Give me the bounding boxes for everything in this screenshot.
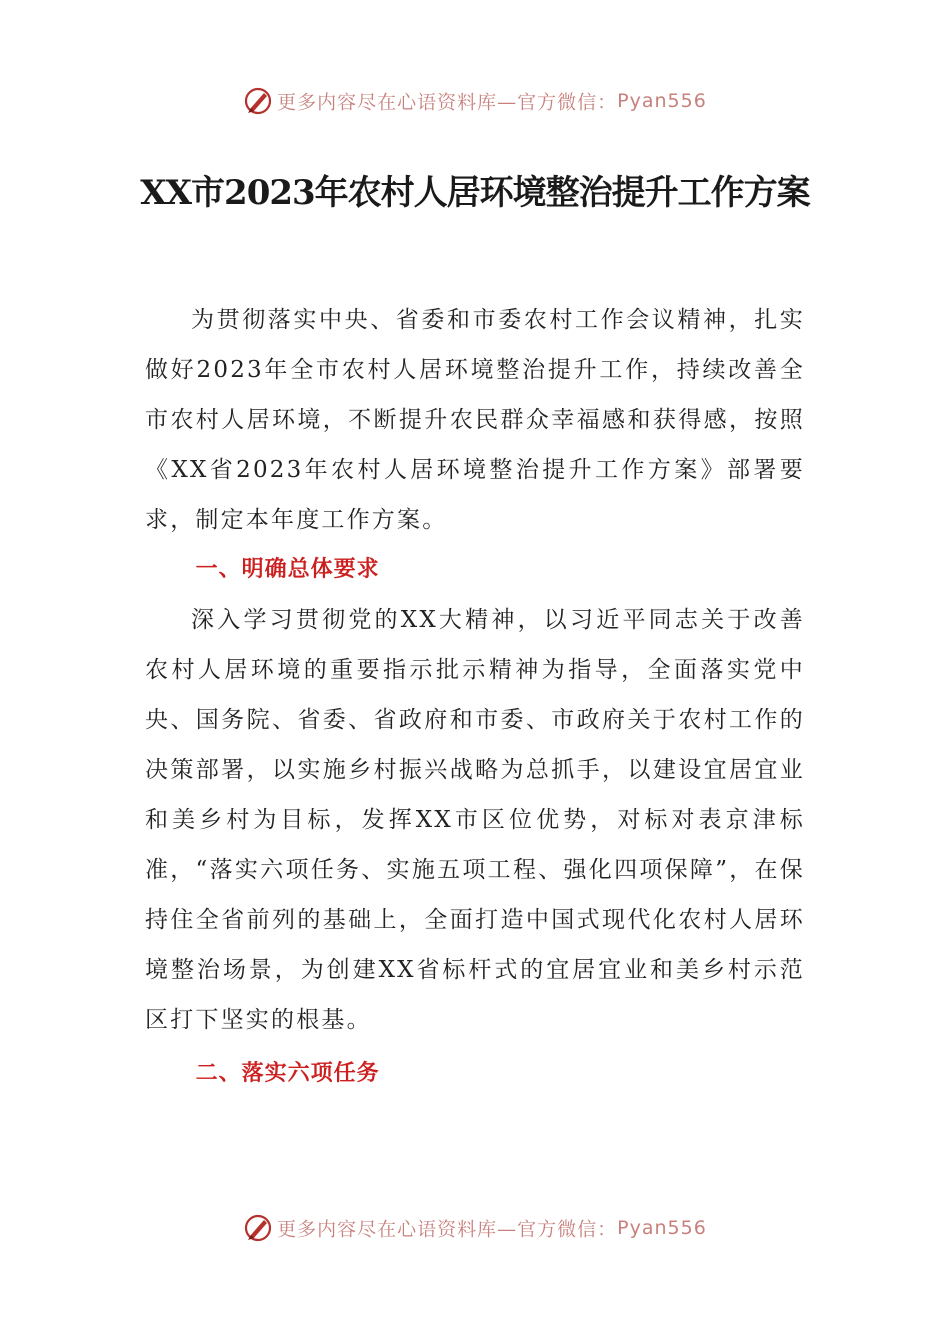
section-heading-2: 二、落实六项任务 [195, 1061, 380, 1086]
watermark-footer [0, 1213, 950, 1243]
watermark-header [0, 86, 950, 116]
watermark-code: Pyan556 [617, 1217, 707, 1239]
watermark-code: Pyan556 [617, 90, 707, 112]
section-heading-1: 一、明确总体要求 [195, 557, 380, 582]
watermark-text: 更多内容尽在心语资料库—官方微信： [277, 1218, 618, 1241]
pen-logo-icon [243, 86, 273, 116]
intro-paragraph: 为贯彻落实中央、省委和市委农村工作会议精神，扎实做好2023年全市农村人居环境整治提升工作，持续改善全市农村人居环境，不断提升农民群众幸福感和获得感，按照《XX省2023年农村人居环境整治提升工作方案》部署要求，制定本年度工作方案。 [145, 307, 805, 533]
document-body [145, 295, 805, 1099]
section-1-paragraph: 深入学习贯彻党的XX大精神，以习近平同志关于改善农村人居环境的重要指示批示精神为指导，全面落实党中央、国务院、省委、省政府和市委、市政府关于农村工作的决策部署，以实施乡村振兴战略为总抓手，以建设宜居宜业和美乡村为目标，发挥XX市区位优势，对标对表京津标准，“落实六项任务、实施五项工程、强化四项保障”，在保持住全省前列的基础上，全面打造中国式现代化农村人居环境整治场景，为创建XX省标杆式的宜居宜业和美乡村示范区打下坚实的根基。 [145, 607, 805, 1033]
pen-logo-icon [243, 1213, 273, 1243]
document-title: XX市2023年农村人居环境整治提升工作方案 [140, 173, 810, 213]
watermark-text: 更多内容尽在心语资料库—官方微信： [277, 91, 618, 114]
